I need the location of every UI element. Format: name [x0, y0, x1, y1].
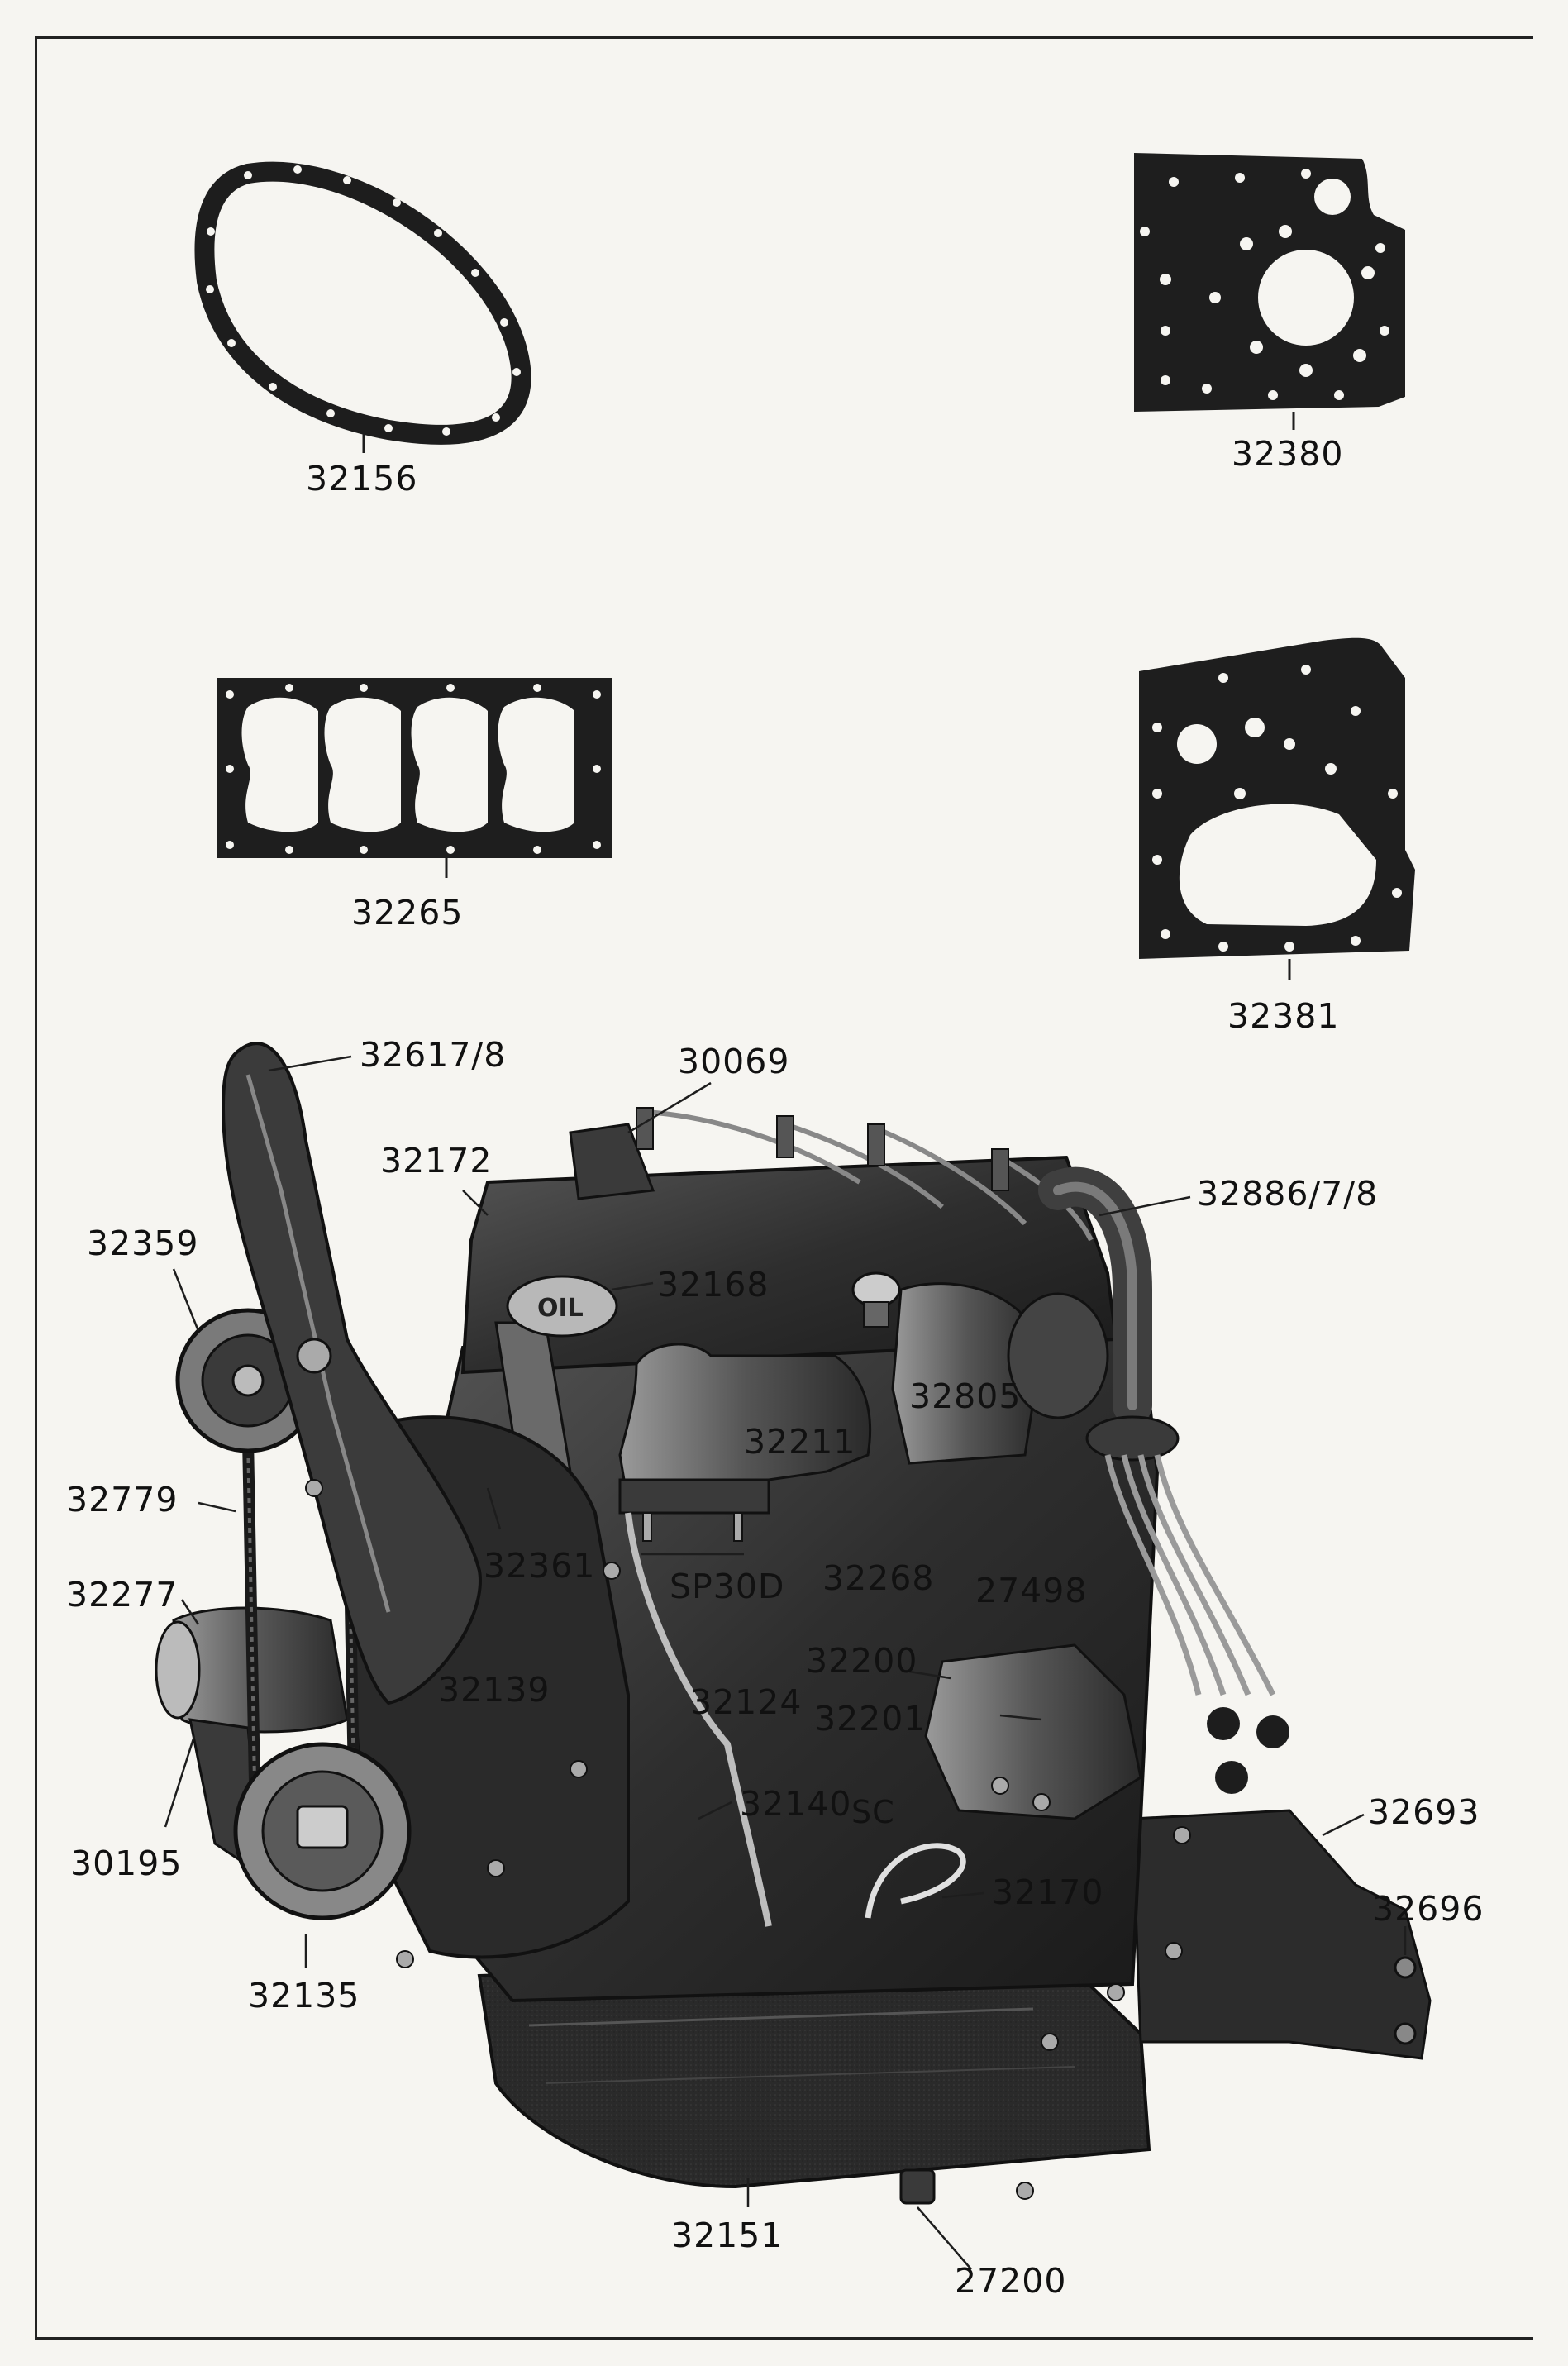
svg-text:OIL: OIL — [537, 1294, 584, 1323]
label-fan-blade: 32617/8 — [360, 1035, 507, 1075]
label-distributor: 32201 — [814, 1699, 927, 1739]
label-cylinder-block: 32268 — [822, 1558, 935, 1598]
label-front-plate-gasket: 32380 — [1232, 434, 1344, 474]
front-plate-gasket — [1134, 153, 1405, 430]
label-drain-plug: 27200 — [955, 2261, 1067, 2301]
label-distributor-clamp: 32200 — [806, 1641, 918, 1681]
head-gasket — [217, 678, 612, 878]
label-crank-pulley: 32135 — [248, 1976, 360, 2015]
label-head-gasket: 32265 — [351, 893, 464, 933]
label-dynamo: 32277 — [66, 1575, 179, 1615]
label-oil-filler-tube: 32361 — [484, 1546, 596, 1586]
label-carburettor: 32805 — [909, 1376, 1022, 1416]
label-dynamo-bracket: 30195 — [70, 1844, 183, 1883]
label-timing-cover-gasket: 32156 — [306, 459, 418, 498]
label-timing-case: 32139 — [438, 1670, 550, 1710]
label-hose-pipe: 32886/7/8 — [1197, 1174, 1379, 1214]
drain-plug-shape — [901, 2170, 934, 2203]
label-rear-plate-gasket: 32381 — [1227, 996, 1340, 1036]
label-crankcase: 32124 — [690, 1682, 803, 1722]
label-fan-pulley: 32359 — [87, 1224, 199, 1263]
label-oil-pipe: 32140 — [740, 1784, 852, 1824]
label-mounting-bolt: 32696 — [1372, 1889, 1485, 1929]
mounting-bracket-shape — [1132, 1810, 1430, 2058]
label-oil-filler-cap: 32168 — [657, 1265, 770, 1305]
engine-assembly — [156, 1043, 1430, 2203]
label-sump: 32151 — [671, 2216, 784, 2255]
label-fan-belt: 32779 — [66, 1480, 179, 1519]
label-cylinder-head: 32172 — [380, 1141, 493, 1181]
label-water-outlet: 30069 — [678, 1042, 790, 1081]
label-block-plug: 27498 — [975, 1571, 1088, 1610]
label-engine-mounting: 32693 — [1368, 1792, 1480, 1832]
rear-plate-gasket — [1139, 638, 1415, 980]
timing-cover-gasket — [204, 165, 521, 453]
label-block-marking: SC — [851, 1794, 895, 1830]
label-manifold: 32211 — [744, 1422, 856, 1462]
label-dipstick: 32170 — [992, 1872, 1104, 1912]
label-studs: SP30D — [670, 1567, 785, 1606]
